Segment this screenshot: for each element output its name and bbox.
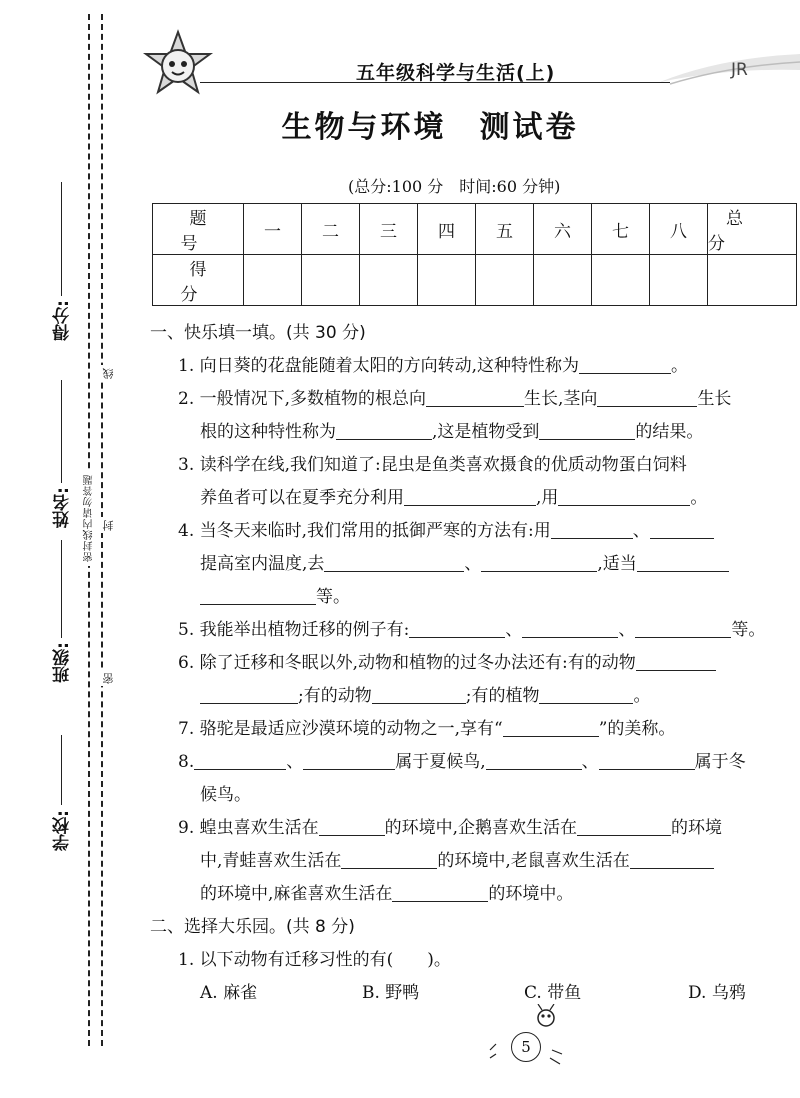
header-rule	[200, 82, 670, 83]
header-swoosh-decoration	[660, 48, 800, 88]
answer-blank[interactable]	[599, 751, 695, 770]
score-label: 得分:	[53, 300, 73, 341]
mark-line: 线	[102, 367, 115, 379]
page-title: 生物与环境 测试卷	[281, 110, 579, 145]
class-field[interactable]	[61, 540, 62, 638]
answer-blank[interactable]	[392, 883, 488, 902]
question-4-line-3: 等。	[200, 582, 350, 607]
answer-blank[interactable]	[486, 751, 582, 770]
score-cell[interactable]	[592, 255, 650, 306]
question-3-line-1: 3. 读科学在线,我们知道了:昆虫是鱼类喜欢摄食的优质动物蛋白饲料	[178, 455, 687, 475]
score-cell[interactable]	[534, 255, 592, 306]
school-field[interactable]	[61, 735, 62, 805]
question-5: 5. 我能举出植物迁移的例子有: 、 、 等。	[178, 620, 766, 640]
question-7: 7. 骆驼是最适应沙漠环境的动物之一,享有“ ”的美称。	[178, 719, 676, 739]
answer-blank[interactable]	[303, 751, 395, 770]
answer-blank[interactable]	[341, 850, 437, 869]
school-label: 学校:	[53, 810, 73, 851]
answer-blank[interactable]	[481, 553, 597, 572]
answer-blank[interactable]	[426, 388, 524, 407]
score-cell[interactable]	[650, 255, 708, 306]
score-col-6: 六	[534, 204, 592, 255]
answer-blank[interactable]	[200, 685, 298, 704]
edition-label: JR	[731, 60, 748, 80]
answer-blank[interactable]	[635, 619, 731, 638]
score-col-total: 总 分	[708, 204, 797, 255]
question-8-line-1: 8. 、 属于夏候鸟, 、 属于冬	[178, 752, 746, 772]
question-9-line-3: 的环境中,麻雀喜欢生活在 的环境中。	[200, 884, 574, 904]
answer-blank[interactable]	[503, 718, 599, 737]
mark-seal: 封	[102, 519, 115, 531]
question-9-line-2: 中,青蛙喜欢生活在 的环境中,老鼠喜欢生活在	[200, 846, 714, 871]
answer-blank[interactable]	[409, 619, 505, 638]
answer-blank[interactable]	[551, 520, 633, 539]
mark-dense: 密	[102, 672, 115, 684]
question-4-line-2: 提高室内温度,去 、 ,适当	[200, 549, 729, 574]
score-table-score-row	[153, 255, 797, 306]
answer-blank[interactable]	[522, 619, 618, 638]
answer-blank[interactable]	[194, 751, 286, 770]
question-8-line-2: 候鸟。	[200, 785, 251, 805]
score-col-4: 四	[418, 204, 476, 255]
question-9-line-1: 9. 蝗虫喜欢生活在 的环境中,企鹅喜欢生活在 的环境	[178, 818, 723, 838]
score-cell[interactable]	[476, 255, 534, 306]
series-title: 五年级科学与生活(上)	[356, 62, 556, 84]
section-2-title: 二、选择大乐园。(共 8 分)	[150, 917, 355, 937]
answer-blank[interactable]	[200, 586, 316, 605]
section-1-title: 一、快乐填一填。(共 30 分)	[150, 323, 366, 343]
answer-blank[interactable]	[650, 520, 714, 539]
mascot-icon	[142, 28, 214, 100]
question-3-line-2: 养鱼者可以在夏季充分利用 ,用 。	[200, 488, 708, 508]
score-cell[interactable]	[302, 255, 360, 306]
score-table	[152, 203, 797, 306]
score-col-7: 七	[592, 204, 650, 255]
answer-blank[interactable]	[319, 817, 385, 836]
question-2-line-1: 2. 一般情况下,多数植物的根总向 生长,茎向 生长	[178, 389, 732, 409]
choice-option-d[interactable]: D. 乌鸦	[688, 983, 746, 1003]
choice-option-c[interactable]: C. 带鱼	[524, 983, 582, 1003]
answer-blank[interactable]	[404, 487, 536, 506]
choice-question-1: 1. 以下动物有迁移习性的有( )。	[178, 950, 451, 970]
answer-blank[interactable]	[597, 388, 697, 407]
question-4-line-1: 4. 当冬天来临时,我们常用的抵御严寒的方法有:用 、	[178, 516, 714, 541]
class-label: 班级:	[53, 642, 73, 683]
score-col-3: 三	[360, 204, 418, 255]
answer-blank[interactable]	[630, 850, 714, 869]
page-number: 5	[511, 1032, 541, 1062]
score-field[interactable]	[61, 182, 62, 296]
question-6-line-1: 6. 除了迁移和冬眠以外,动物和植物的过冬办法还有:有的动物	[178, 648, 716, 673]
answer-blank[interactable]	[539, 685, 633, 704]
answer-blank[interactable]	[579, 355, 671, 374]
seal-notice: 密封线内请勿答题	[82, 470, 97, 566]
answer-blank[interactable]	[372, 685, 466, 704]
question-2-line-2: 根的这种特性称为 ,这是植物受到 的结果。	[200, 422, 704, 442]
answer-blank[interactable]	[324, 553, 464, 572]
question-6-line-2: ;有的动物 ;有的植物 。	[200, 681, 650, 706]
question-1: 1. 向日葵的花盘能随着太阳的方向转动,这种特性称为 。	[178, 356, 689, 376]
score-cell[interactable]	[418, 255, 476, 306]
score-col-8: 八	[650, 204, 708, 255]
score-table-header-row	[153, 204, 797, 255]
score-cell[interactable]	[708, 255, 797, 306]
score-row-head: 得 分	[153, 255, 244, 306]
choice-option-a[interactable]: A. 麻雀	[200, 983, 258, 1003]
name-label: 姓名:	[53, 487, 73, 528]
score-col-5: 五	[476, 204, 534, 255]
exam-subtitle: (总分:100 分 时间:60 分钟)	[348, 177, 561, 196]
choice-option-b[interactable]: B. 野鸭	[362, 983, 420, 1003]
answer-blank[interactable]	[577, 817, 671, 836]
score-cell[interactable]	[360, 255, 418, 306]
answer-blank[interactable]	[336, 421, 432, 440]
answer-blank[interactable]	[539, 421, 635, 440]
answer-blank[interactable]	[636, 652, 716, 671]
score-col-2: 二	[302, 204, 360, 255]
score-col-1: 一	[244, 204, 302, 255]
score-table-head: 题 号	[153, 204, 244, 255]
answer-blank[interactable]	[558, 487, 690, 506]
answer-blank[interactable]	[637, 553, 729, 572]
name-field[interactable]	[61, 380, 62, 483]
